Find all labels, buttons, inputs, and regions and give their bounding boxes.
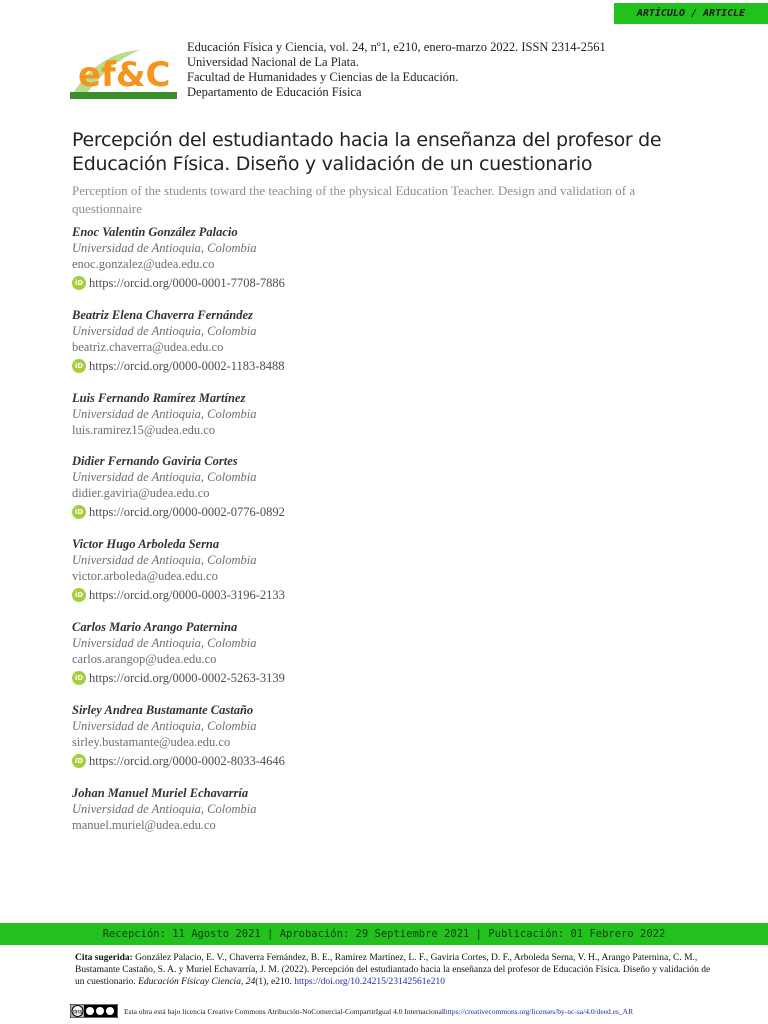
cc-badge-text: cc by nc sa [73,1008,82,1016]
author-entry [72,307,284,374]
citation-issue: (1), e210. [255,977,295,987]
orcid-link[interactable]: https://orcid.org/0000-0002-0776-0892 [89,505,285,519]
orcid-link[interactable]: https://orcid.org/0000-0003-3196-2133 [89,588,285,602]
citation-doi-link[interactable]: https://doi.org/10.24215/23142561e210 [294,977,446,987]
orcid-icon: iD [72,276,86,290]
author-name: Carlos Mario Arango Paternina [72,620,238,634]
author-affiliation: Universidad de Antioquia, Colombia [72,407,257,421]
orcid-link[interactable]: https://orcid.org/0000-0001-7708-7886 [89,276,285,290]
author-orcid[interactable] [72,275,285,291]
author-affiliation: Universidad de Antioquia, Colombia [72,802,257,816]
orcid-icon: iD [72,359,86,373]
author-affiliation: Universidad de Antioquia, Colombia [72,636,257,650]
author-orcid[interactable] [72,358,284,374]
orcid-icon: iD [72,754,86,768]
author-name: Victor Hugo Arboleda Serna [72,537,220,551]
author-entry [72,390,257,438]
author-name: Beatriz Elena Chaverra Fernández [72,308,253,322]
title-line: Percepción del estudiantado hacia la enseñanza del profesor de [72,129,662,151]
author-email[interactable]: victor.arboleda@udea.edu.co [72,569,218,583]
license-notice [70,1004,760,1018]
author-orcid[interactable] [72,504,285,520]
author-email[interactable]: didier.gaviria@udea.edu.co [72,486,210,500]
author-name: Johan Manuel Muriel Echavarría [72,786,249,800]
journal-line: Educación Física y Ciencia, vol. 24, nº1, e210, enero-marzo 2022. ISSN 2314-2561 [187,40,606,54]
author-email[interactable]: manuel.muriel@udea.edu.co [72,818,216,832]
citation-label: Cita sugerida: [75,953,133,963]
author-orcid[interactable] [72,670,285,686]
title-line: Educación Física. Diseño y validación de un cuestionario [72,153,593,175]
author-name: Didier Fernando Gaviria Cortes [72,454,238,468]
article-subtitle: Perception of the students toward the teaching of the physical Education Teacher. Design and validation of a questionnaire [72,183,636,216]
logo-text: ef&C [78,55,171,95]
citation-text: González Palacio, E. V., Chaverra Fernández, B. E., Ramírez Martínez, L. F., Gaviria Cortes, D. F., Arboleda Serna, V. H., Arango Paternina, C. M., Bustamante Castaño, S. A. y Muriel Echavarría, J. M. (2022). Percepción del estudiantado hacia la enseñanza del profesor de Educación Física. Diseño y validación de un cuestionario. [75,953,711,987]
author-affiliation: Universidad de Antioquia, Colombia [72,470,257,484]
orcid-icon: iD [72,505,86,519]
license-text: Esta obra está bajo licencia Creative Commons Atribución-NoComercial-CompartirIgual 4.0 Internacional [124,1006,444,1016]
article-type-badge: ARTÍCULO / ARTICLE [614,3,768,24]
cc-license-icon[interactable] [70,1004,118,1018]
article-title [72,128,712,176]
author-orcid[interactable] [72,753,285,769]
suggested-citation [75,952,715,988]
author-affiliation: Universidad de Antioquia, Colombia [72,719,257,733]
author-email[interactable]: carlos.arangop@udea.edu.co [72,652,217,666]
author-entry [72,619,285,686]
author-orcid[interactable] [72,587,285,603]
orcid-link[interactable]: https://orcid.org/0000-0002-1183-8488 [89,359,285,373]
citation-journal: Educación Físicay Ciencia, 24 [138,977,256,987]
orcid-icon: iD [72,671,86,685]
author-affiliation: Universidad de Antioquia, Colombia [72,324,257,338]
journal-line: Universidad Nacional de La Plata. [187,55,359,69]
author-name: Luis Fernando Ramírez Martínez [72,391,246,405]
journal-info [187,40,606,100]
journal-line: Departamento de Educación Física [187,85,362,99]
journal-logo [70,42,177,99]
author-entry [72,785,257,833]
author-entry [72,702,285,769]
author-affiliation: Universidad de Antioquia, Colombia [72,241,257,255]
author-name: Sirley Andrea Bustamante Castaño [72,703,254,717]
author-email[interactable]: beatriz.chaverra@udea.edu.co [72,340,224,354]
license-link[interactable]: https://creativecommons.org/licenses/by-nc-sa/4.0/deed.es_AR [443,1006,634,1016]
author-email[interactable]: luis.ramirez15@udea.edu.co [72,423,216,437]
author-name: Enoc Valentin González Palacio [72,225,238,239]
orcid-link[interactable]: https://orcid.org/0000-0002-8033-4646 [89,754,285,768]
publication-dates-bar: Recepción: 11 Agosto 2021 | Aprobación: 29 Septiembre 2021 | Publicación: 01 Febrero 2022 [0,923,768,945]
author-entry [72,453,285,520]
author-affiliation: Universidad de Antioquia, Colombia [72,553,257,567]
author-entry [72,536,285,603]
author-email[interactable]: enoc.gonzalez@udea.edu.co [72,257,215,271]
orcid-link[interactable]: https://orcid.org/0000-0002-5263-3139 [89,671,285,685]
author-entry [72,224,285,291]
orcid-icon: iD [72,588,86,602]
author-email[interactable]: sirley.bustamante@udea.edu.co [72,735,231,749]
journal-line: Facultad de Humanidades y Ciencias de la Educación. [187,70,459,84]
